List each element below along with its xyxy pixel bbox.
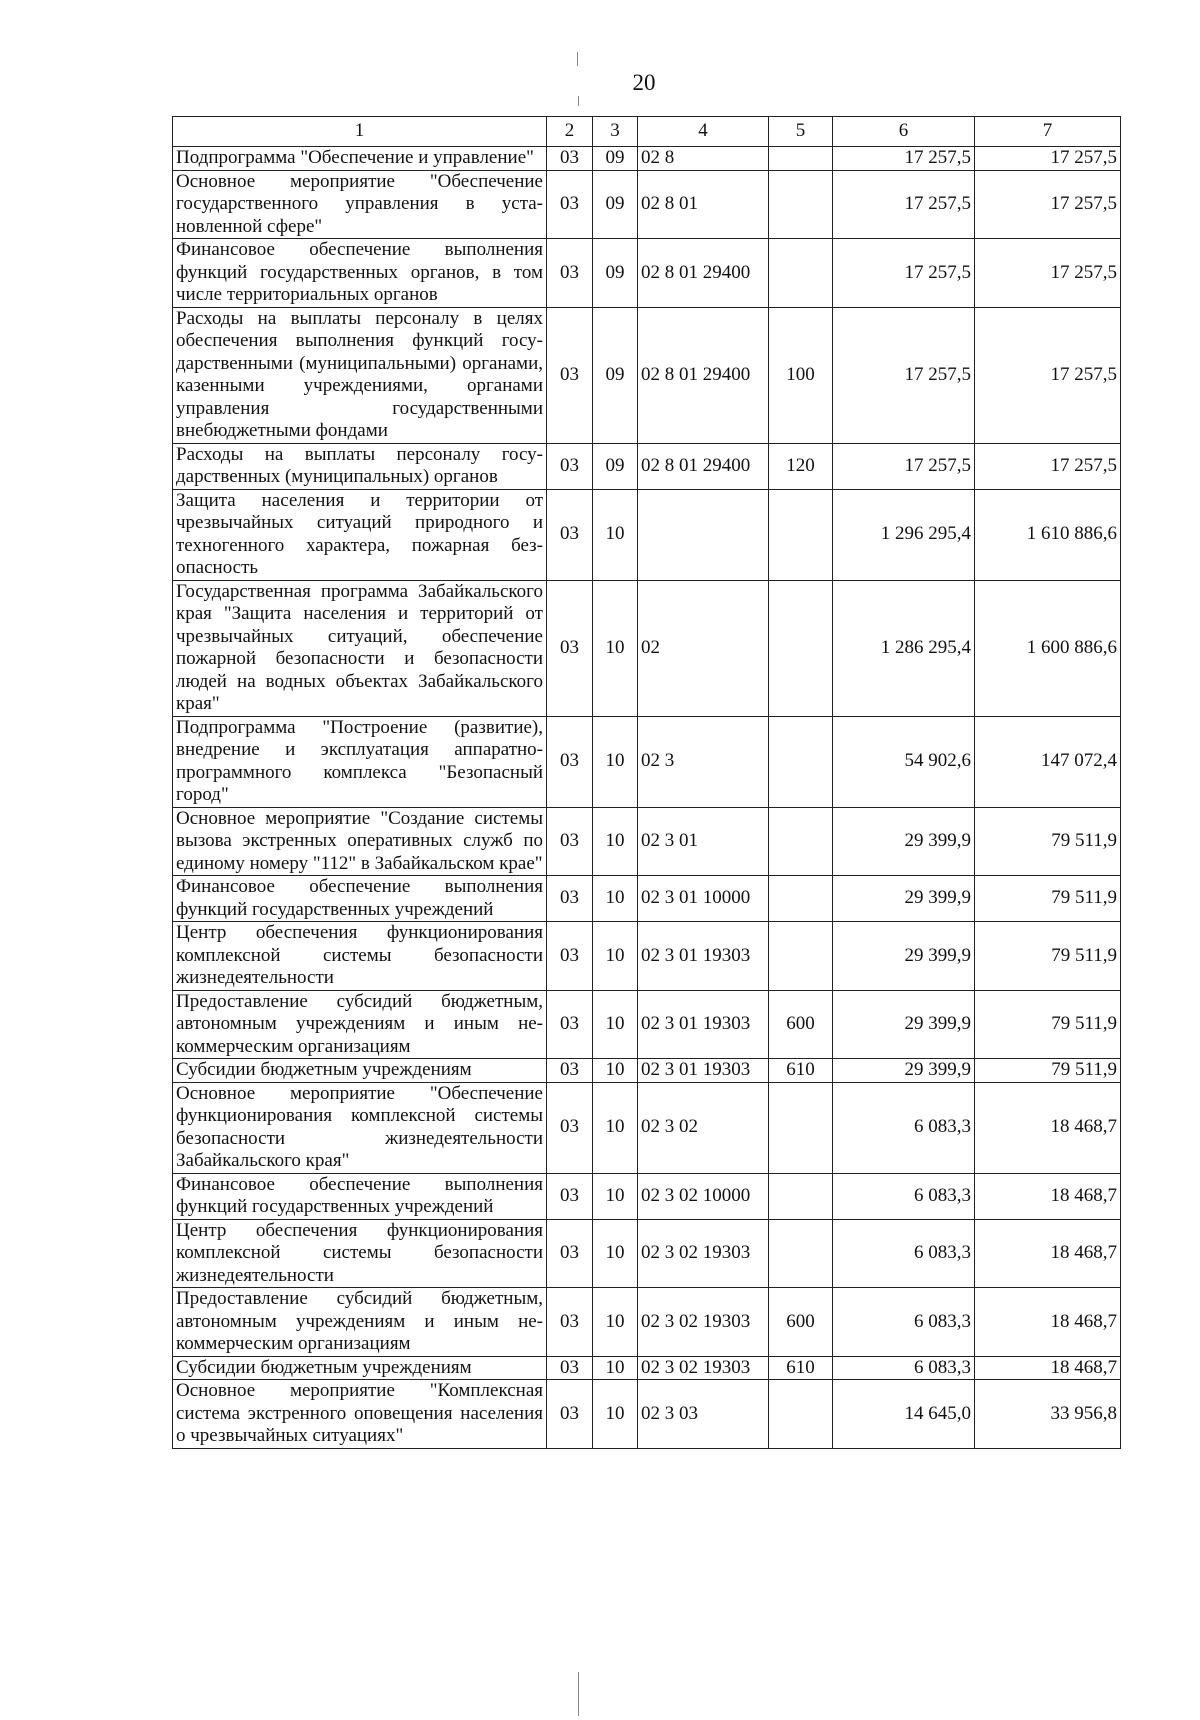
section-code-cell: 03 xyxy=(547,1356,593,1380)
table-row xyxy=(173,807,1121,876)
amount-year-2-cell: 18 468,7 xyxy=(975,1082,1121,1173)
target-article-cell: 02 8 01 29400 xyxy=(638,307,769,443)
subsection-code-cell: 10 xyxy=(593,1219,638,1288)
target-article-cell: 02 3 01 19303 xyxy=(638,1059,769,1083)
expense-type-cell xyxy=(769,716,833,807)
row-name-cell: Основное мероприятие "Обеспечение функционирования комплексной системы безопасности жизнедеятельности Забайкальского края" xyxy=(173,1082,547,1173)
amount-year-2-cell: 17 257,5 xyxy=(975,443,1121,489)
amount-year-1-cell: 17 257,5 xyxy=(833,170,975,239)
expense-type-cell xyxy=(769,489,833,580)
expense-type-cell xyxy=(769,1173,833,1219)
table-row xyxy=(173,1173,1121,1219)
amount-year-2-cell: 18 468,7 xyxy=(975,1288,1121,1357)
table-row xyxy=(173,922,1121,991)
table-row xyxy=(173,489,1121,580)
table-row xyxy=(173,1356,1121,1380)
table-row xyxy=(173,1082,1121,1173)
amount-year-1-cell: 6 083,3 xyxy=(833,1219,975,1288)
subsection-code-cell: 10 xyxy=(593,1173,638,1219)
amount-year-2-cell: 79 511,9 xyxy=(975,1059,1121,1083)
section-code-cell: 03 xyxy=(547,922,593,991)
amount-year-1-cell: 29 399,9 xyxy=(833,1059,975,1083)
budget-table xyxy=(172,116,1121,1449)
column-header-4: 4 xyxy=(638,117,769,147)
amount-year-1-cell: 17 257,5 xyxy=(833,307,975,443)
table-row xyxy=(173,580,1121,716)
table-row xyxy=(173,1059,1121,1083)
column-header-2: 2 xyxy=(547,117,593,147)
column-header-6: 6 xyxy=(833,117,975,147)
section-code-cell: 03 xyxy=(547,1173,593,1219)
target-article-cell xyxy=(638,489,769,580)
section-code-cell: 03 xyxy=(547,147,593,171)
page-number: 20 xyxy=(632,70,656,95)
target-article-cell: 02 3 02 10000 xyxy=(638,1173,769,1219)
scan-mark-top xyxy=(577,52,578,66)
expense-type-cell: 610 xyxy=(769,1356,833,1380)
expense-type-cell: 600 xyxy=(769,990,833,1059)
expense-type-cell xyxy=(769,807,833,876)
row-name-cell: Государственная программа Забайкальского края "Защита населения и территорий от чрезвычайных ситуаций, обеспечение пожарной безопасности и безопасности людей на водных объектах Забайкальского края" xyxy=(173,580,547,716)
column-header-7: 7 xyxy=(975,117,1121,147)
amount-year-1-cell: 6 083,3 xyxy=(833,1288,975,1357)
table-row xyxy=(173,1219,1121,1288)
amount-year-1-cell: 6 083,3 xyxy=(833,1173,975,1219)
subsection-code-cell: 09 xyxy=(593,170,638,239)
subsection-code-cell: 10 xyxy=(593,1288,638,1357)
expense-type-cell xyxy=(769,922,833,991)
row-name-cell: Субсидии бюджетным учреждениям xyxy=(173,1356,547,1380)
row-name-cell: Расходы на выплаты персоналу государственных (муниципальных) органов xyxy=(173,443,547,489)
expense-type-cell xyxy=(769,170,833,239)
target-article-cell: 02 3 01 19303 xyxy=(638,922,769,991)
target-article-cell: 02 3 01 xyxy=(638,807,769,876)
amount-year-1-cell: 29 399,9 xyxy=(833,990,975,1059)
subsection-code-cell: 09 xyxy=(593,147,638,171)
row-name-cell: Субсидии бюджетным учреждениям xyxy=(173,1059,547,1083)
amount-year-1-cell: 17 257,5 xyxy=(833,239,975,308)
expense-type-cell: 120 xyxy=(769,443,833,489)
amount-year-1-cell: 1 296 295,4 xyxy=(833,489,975,580)
subsection-code-cell: 09 xyxy=(593,239,638,308)
row-name-cell: Предоставление субсидий бюджетным, автономным учреждениям и иным некоммерческим организациям xyxy=(173,1288,547,1357)
subsection-code-cell: 10 xyxy=(593,922,638,991)
expense-type-cell: 610 xyxy=(769,1059,833,1083)
row-name-cell: Центр обеспечения функционирования комплексной системы безопасности жизнедеятельности xyxy=(173,922,547,991)
amount-year-1-cell: 29 399,9 xyxy=(833,807,975,876)
expense-type-cell xyxy=(769,876,833,922)
subsection-code-cell: 10 xyxy=(593,1356,638,1380)
section-code-cell: 03 xyxy=(547,1059,593,1083)
amount-year-2-cell: 79 511,9 xyxy=(975,990,1121,1059)
amount-year-1-cell: 6 083,3 xyxy=(833,1356,975,1380)
table-row xyxy=(173,1380,1121,1449)
subsection-code-cell: 10 xyxy=(593,1380,638,1449)
amount-year-2-cell: 17 257,5 xyxy=(975,239,1121,308)
expense-type-cell xyxy=(769,1219,833,1288)
table-row xyxy=(173,147,1121,171)
row-name-cell: Основное мероприятие "Создание системы вызова экстренных оперативных служб по единому номеру "112" в Забайкальском крае" xyxy=(173,807,547,876)
amount-year-2-cell: 1 600 886,6 xyxy=(975,580,1121,716)
subsection-code-cell: 10 xyxy=(593,1082,638,1173)
expense-type-cell xyxy=(769,1380,833,1449)
scan-mark-bottom xyxy=(578,1672,579,1716)
section-code-cell: 03 xyxy=(547,307,593,443)
amount-year-2-cell: 1 610 886,6 xyxy=(975,489,1121,580)
row-name-cell: Основное мероприятие "Комплексная система экстренного оповещения населения о чрезвычайных ситуациях" xyxy=(173,1380,547,1449)
amount-year-2-cell: 18 468,7 xyxy=(975,1219,1121,1288)
subsection-code-cell: 10 xyxy=(593,876,638,922)
row-name-cell: Защита населения и территории от чрезвычайных ситуаций природного и техногенного характера, пожарная безопасность xyxy=(173,489,547,580)
section-code-cell: 03 xyxy=(547,1380,593,1449)
row-name-cell: Финансовое обеспечение выполнения функций государственных органов, в том числе территориальных органов xyxy=(173,239,547,308)
table-row xyxy=(173,443,1121,489)
expense-type-cell: 600 xyxy=(769,1288,833,1357)
scan-mark-top-2 xyxy=(578,96,579,106)
target-article-cell: 02 3 xyxy=(638,716,769,807)
amount-year-2-cell: 17 257,5 xyxy=(975,170,1121,239)
target-article-cell: 02 3 02 19303 xyxy=(638,1219,769,1288)
target-article-cell: 02 8 01 29400 xyxy=(638,239,769,308)
subsection-code-cell: 10 xyxy=(593,807,638,876)
subsection-code-cell: 10 xyxy=(593,580,638,716)
table-row xyxy=(173,1288,1121,1357)
row-name-cell: Финансовое обеспечение выполнения функций государственных учреждений xyxy=(173,1173,547,1219)
section-code-cell: 03 xyxy=(547,716,593,807)
column-header-1: 1 xyxy=(173,117,547,147)
amount-year-2-cell: 18 468,7 xyxy=(975,1173,1121,1219)
subsection-code-cell: 10 xyxy=(593,716,638,807)
table-row xyxy=(173,990,1121,1059)
target-article-cell: 02 8 xyxy=(638,147,769,171)
amount-year-1-cell: 6 083,3 xyxy=(833,1082,975,1173)
column-header-3: 3 xyxy=(593,117,638,147)
target-article-cell: 02 3 03 xyxy=(638,1380,769,1449)
table-row xyxy=(173,876,1121,922)
section-code-cell: 03 xyxy=(547,170,593,239)
section-code-cell: 03 xyxy=(547,1082,593,1173)
section-code-cell: 03 xyxy=(547,1219,593,1288)
amount-year-1-cell: 29 399,9 xyxy=(833,876,975,922)
amount-year-1-cell: 54 902,6 xyxy=(833,716,975,807)
target-article-cell: 02 3 02 xyxy=(638,1082,769,1173)
amount-year-1-cell: 14 645,0 xyxy=(833,1380,975,1449)
amount-year-1-cell: 17 257,5 xyxy=(833,147,975,171)
subsection-code-cell: 09 xyxy=(593,307,638,443)
amount-year-2-cell: 79 511,9 xyxy=(975,922,1121,991)
row-name-cell: Финансовое обеспечение выполнения функций государственных учреждений xyxy=(173,876,547,922)
amount-year-1-cell: 29 399,9 xyxy=(833,922,975,991)
target-article-cell: 02 3 01 19303 xyxy=(638,990,769,1059)
amount-year-2-cell: 79 511,9 xyxy=(975,807,1121,876)
table-row xyxy=(173,239,1121,308)
target-article-cell: 02 3 02 19303 xyxy=(638,1356,769,1380)
subsection-code-cell: 10 xyxy=(593,489,638,580)
row-name-cell: Предоставление субсидий бюджетным, автономным учреждениям и иным некоммерческим организациям xyxy=(173,990,547,1059)
table-header-row xyxy=(173,117,1121,147)
target-article-cell: 02 xyxy=(638,580,769,716)
expense-type-cell: 100 xyxy=(769,307,833,443)
section-code-cell: 03 xyxy=(547,239,593,308)
row-name-cell: Подпрограмма "Обеспечение и управление" xyxy=(173,147,547,171)
table-row xyxy=(173,307,1121,443)
table-row xyxy=(173,170,1121,239)
expense-type-cell xyxy=(769,1082,833,1173)
section-code-cell: 03 xyxy=(547,1288,593,1357)
amount-year-2-cell: 79 511,9 xyxy=(975,876,1121,922)
subsection-code-cell: 09 xyxy=(593,443,638,489)
amount-year-2-cell: 147 072,4 xyxy=(975,716,1121,807)
subsection-code-cell: 10 xyxy=(593,990,638,1059)
row-name-cell: Расходы на выплаты персоналу в целях обеспечения выполнения функций государственными (муниципальными) органами, казенными учреждениями, органами управления государственными внебюджетными фондами xyxy=(173,307,547,443)
target-article-cell: 02 8 01 xyxy=(638,170,769,239)
section-code-cell: 03 xyxy=(547,489,593,580)
column-header-5: 5 xyxy=(769,117,833,147)
expense-type-cell xyxy=(769,580,833,716)
target-article-cell: 02 8 01 29400 xyxy=(638,443,769,489)
amount-year-2-cell: 33 956,8 xyxy=(975,1380,1121,1449)
amount-year-2-cell: 18 468,7 xyxy=(975,1356,1121,1380)
amount-year-2-cell: 17 257,5 xyxy=(975,147,1121,171)
section-code-cell: 03 xyxy=(547,876,593,922)
amount-year-1-cell: 1 286 295,4 xyxy=(833,580,975,716)
subsection-code-cell: 10 xyxy=(593,1059,638,1083)
row-name-cell: Основное мероприятие "Обеспечение государственного управления в установленной сфере" xyxy=(173,170,547,239)
row-name-cell: Подпрограмма "Построение (развитие), внедрение и эксплуатация аппаратно-программного комплекса "Безопасный город" xyxy=(173,716,547,807)
section-code-cell: 03 xyxy=(547,990,593,1059)
amount-year-2-cell: 17 257,5 xyxy=(975,307,1121,443)
expense-type-cell xyxy=(769,239,833,308)
expense-type-cell xyxy=(769,147,833,171)
row-name-cell: Центр обеспечения функционирования комплексной системы безопасности жизнедеятельности xyxy=(173,1219,547,1288)
amount-year-1-cell: 17 257,5 xyxy=(833,443,975,489)
section-code-cell: 03 xyxy=(547,807,593,876)
table-row xyxy=(173,716,1121,807)
section-code-cell: 03 xyxy=(547,443,593,489)
target-article-cell: 02 3 01 10000 xyxy=(638,876,769,922)
target-article-cell: 02 3 02 19303 xyxy=(638,1288,769,1357)
section-code-cell: 03 xyxy=(547,580,593,716)
